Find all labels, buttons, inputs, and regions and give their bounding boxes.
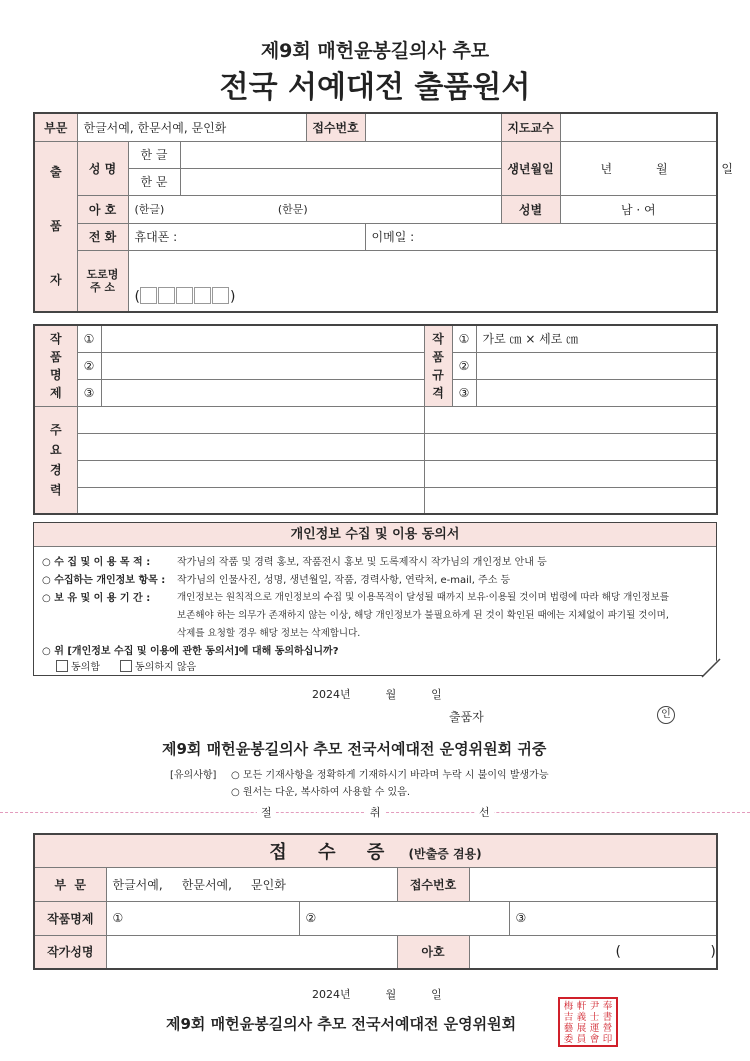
- work-title-label: 작 품 명 제: [34, 325, 77, 406]
- address-field[interactable]: ( ): [128, 250, 717, 312]
- consent-period-text-3: 삭제를 요청할 경우 해당 정보는 삭제합니다.: [177, 628, 361, 639]
- career-field-4a[interactable]: [77, 487, 424, 514]
- receipt-work-1[interactable]: ①: [106, 901, 299, 935]
- hanmun-label: 한 문: [128, 168, 180, 195]
- committee-seal: 梅 軒 尹 奉 吉 義 士 書 藝 展 運 營 委 員 會 印: [558, 997, 618, 1047]
- work-num-1: ①: [77, 325, 101, 352]
- cut-text-2: 취: [366, 804, 385, 820]
- consent-purpose-label: ○ 수 집 및 이 용 목 적 :: [42, 557, 151, 568]
- size-2-field[interactable]: [476, 352, 717, 379]
- name-label: 성 명: [77, 141, 128, 195]
- works-table: [33, 324, 718, 515]
- work-title-1-field[interactable]: [101, 325, 424, 352]
- consent-period-label: ○ 보 유 및 이 용 기 간 :: [42, 593, 151, 604]
- receipt-pen-field[interactable]: ( ): [469, 935, 717, 969]
- applicant-sign-label: 출품자: [449, 710, 484, 724]
- consent-period-text-2: 보존해야 하는 의무가 존재하지 않는 이상, 해당 개인정보가 불필요하게 된 것이 확인된 때에는 지체없이 파기될 것이며,: [177, 610, 669, 621]
- receipt-no-label: 접수번호: [306, 113, 365, 141]
- form-title: 전국 서예대전 출품원서: [219, 70, 531, 105]
- size-1-field[interactable]: 가로 ㎝ × 세로 ㎝: [476, 325, 717, 352]
- consent-question: ○ 위 [개인정보 수집 및 이용에 관한 동의서]에 대해 동의하십니까?: [42, 646, 339, 657]
- consent-title: 개인정보 수집 및 이용 동의서: [34, 523, 716, 547]
- size-num-3: ③: [452, 379, 476, 406]
- cut-text-1: 절: [257, 804, 276, 820]
- application-date: 2024년 월 일: [312, 688, 442, 701]
- receipt-work-3[interactable]: ③: [509, 901, 717, 935]
- form-subtitle: 제9회 매헌윤봉길의사 추모: [260, 40, 490, 62]
- career-field-3a[interactable]: [77, 460, 424, 487]
- career-field-4b[interactable]: [424, 487, 717, 514]
- work-num-2: ②: [77, 352, 101, 379]
- career-field-3b[interactable]: [424, 460, 717, 487]
- work-title-3-field[interactable]: [101, 379, 424, 406]
- receipt-pen-label: 아호: [397, 935, 469, 969]
- disagree-checkbox[interactable]: [120, 660, 132, 672]
- addressee: 제9회 매헌윤봉길의사 추모 전국서예대전 운영위원회 귀중: [162, 740, 547, 758]
- cut-text-3: 선: [475, 804, 494, 820]
- work-num-3: ③: [77, 379, 101, 406]
- career-field-2a[interactable]: [77, 433, 424, 460]
- division-label: 부문: [34, 113, 77, 141]
- disagree-option[interactable]: 동의하지 않음: [120, 658, 196, 673]
- hangul-label: 한 글: [128, 141, 180, 168]
- career-field-2b[interactable]: [424, 433, 717, 460]
- gender-field[interactable]: 남 · 여: [560, 195, 717, 223]
- work-size-label: 작 품 규 격: [424, 325, 452, 406]
- division-value[interactable]: 한글서예, 한문서예, 문인화: [77, 113, 306, 141]
- consent-items-label: ○ 수집하는 개인정보 항목 :: [42, 575, 166, 586]
- receipt-table: [33, 833, 718, 970]
- advisor-label: 지도교수: [501, 113, 560, 141]
- receipt-no-field-2[interactable]: [469, 867, 717, 901]
- phone-label: 전 화: [77, 223, 128, 250]
- receipt-no-field[interactable]: [365, 113, 501, 141]
- agree-checkbox[interactable]: [56, 660, 68, 672]
- receipt-work-2[interactable]: ②: [299, 901, 509, 935]
- advisor-field[interactable]: [560, 113, 717, 141]
- corner-fold-icon: [700, 657, 720, 679]
- size-num-2: ②: [452, 352, 476, 379]
- note-2: ○ 원서는 다운, 복사하여 사용할 수 있음.: [231, 787, 411, 798]
- birth-label: 생년월일: [501, 141, 560, 195]
- career-label: 주 요 경 력: [34, 406, 77, 514]
- seal-mark: 인: [657, 706, 675, 724]
- work-title-2-field[interactable]: [101, 352, 424, 379]
- receipt-works-label: 작품명제: [34, 901, 106, 935]
- name-hanmun-field[interactable]: [180, 168, 501, 195]
- receipt-artist-label: 작가성명: [34, 935, 106, 969]
- notes-label: [유의사항]: [170, 770, 217, 781]
- gender-label: 성별: [501, 195, 560, 223]
- receipt-division-label: 부 문: [34, 867, 106, 901]
- mobile-field[interactable]: 휴대폰 :: [128, 223, 365, 250]
- consent-items-text: 작가님의 인물사진, 성명, 생년월일, 작품, 경력사항, 연락처, e-mail, 주소 등: [177, 575, 511, 586]
- birth-field[interactable]: 년 월 일: [560, 141, 717, 195]
- receipt-org: 제9회 매헌윤봉길의사 추모 전국서예대전 운영위원회: [166, 1015, 517, 1033]
- receipt-division-value[interactable]: 한글서예, 한문서예, 문인화: [106, 867, 397, 901]
- receipt-no-label-2: 접수번호: [397, 867, 469, 901]
- receipt-artist-field[interactable]: [106, 935, 397, 969]
- receipt-title: 접 수 증 (반출증 겸용): [34, 834, 717, 867]
- pen-name-label: 아 호: [77, 195, 128, 223]
- career-field-1b[interactable]: [424, 406, 717, 433]
- name-hangul-field[interactable]: [180, 141, 501, 168]
- receipt-date: 2024년 월 일: [312, 988, 442, 1001]
- agree-option[interactable]: 동의함: [56, 658, 100, 673]
- address-label: 도로명 주 소: [77, 250, 128, 312]
- consent-period-text-1: 개인정보는 원칙적으로 개인정보의 수집 및 이용목적이 달성될 때까지 보유·이용될 것이며 법령에 따라 해당 개인정보를: [177, 592, 669, 603]
- size-num-1: ①: [452, 325, 476, 352]
- email-field[interactable]: 이메일 :: [365, 223, 717, 250]
- consent-section: [33, 522, 717, 676]
- applicant-label: 출 품 자: [34, 141, 77, 312]
- pen-name-field[interactable]: (한글) (한문): [128, 195, 501, 223]
- note-1: ○ 모든 기재사항을 정확하게 기재하시기 바라며 누락 시 불이익 발생가능: [231, 770, 549, 781]
- applicant-table: [33, 112, 733, 313]
- consent-purpose-text: 작가님의 작품 및 경력 홍보, 작품전시 홍보 및 도록제작시 작가님의 개인정보 안내 등: [177, 557, 547, 568]
- size-3-field[interactable]: [476, 379, 717, 406]
- career-field-1a[interactable]: [77, 406, 424, 433]
